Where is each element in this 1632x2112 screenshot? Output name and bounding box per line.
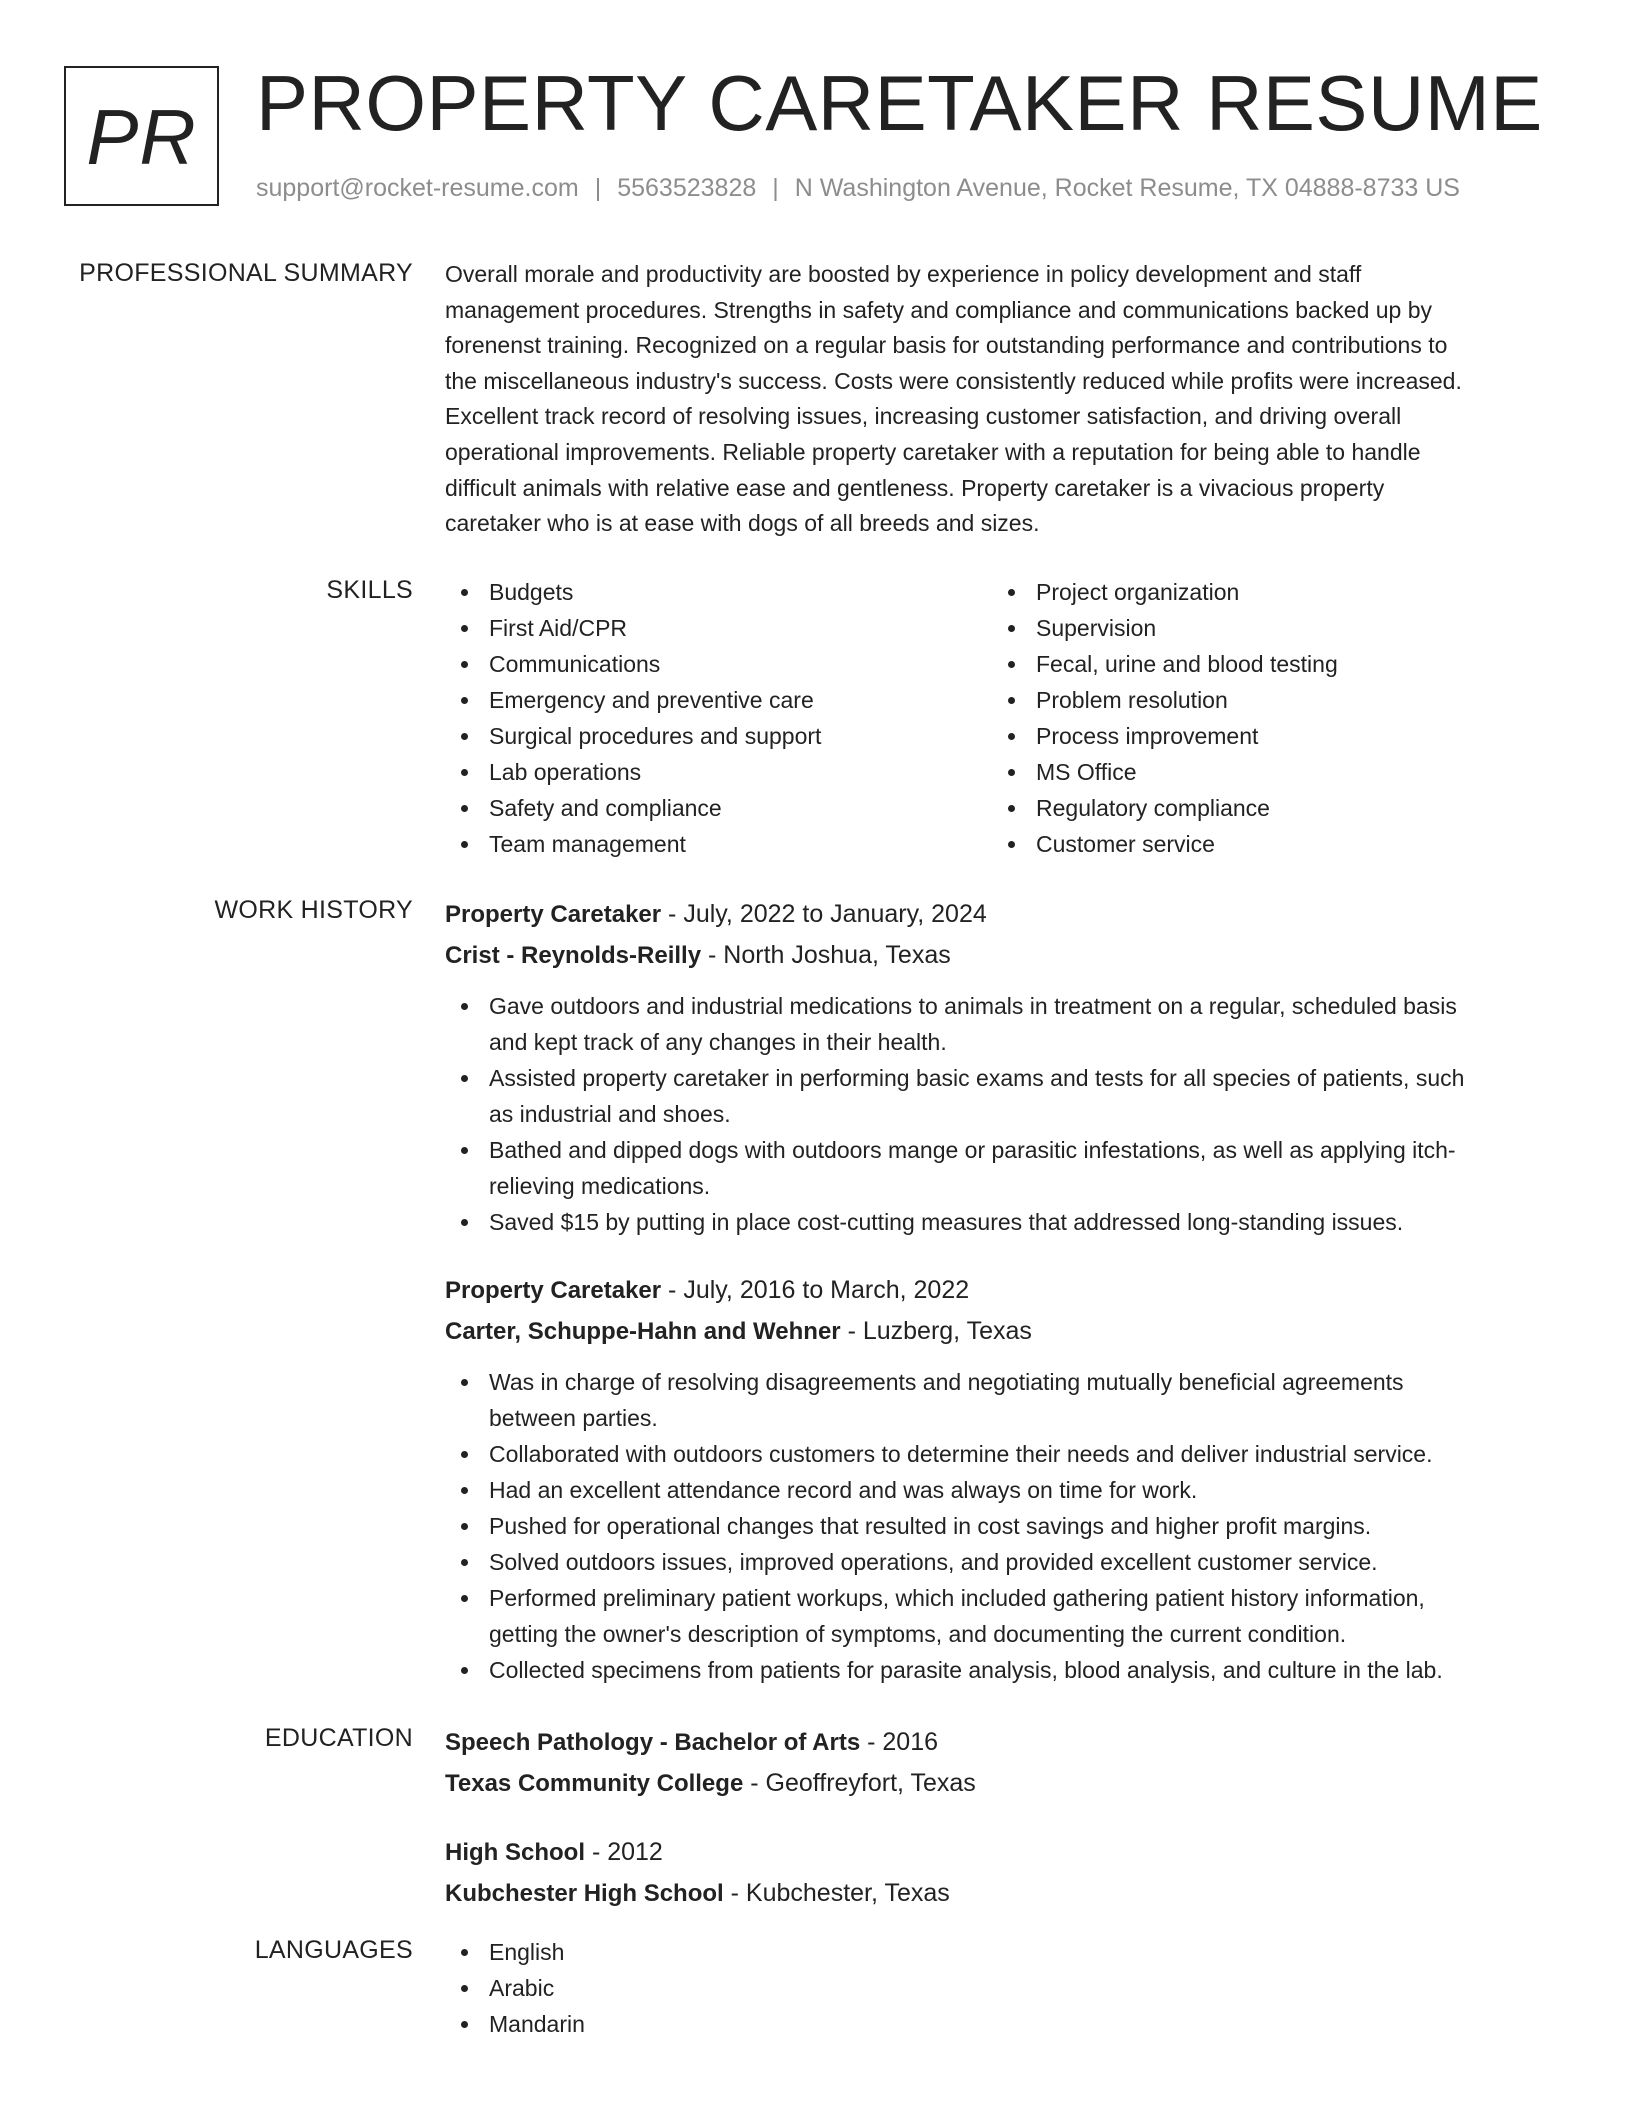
job-bullet-list [445, 988, 1555, 1240]
skill-item: Budgets [445, 574, 992, 610]
skill-item: MS Office [992, 754, 1539, 790]
education-school-line [445, 1763, 976, 1804]
contact-phone[interactable]: 5563523828 [617, 174, 757, 202]
summary-body [445, 257, 1555, 542]
skill-item: First Aid/CPR [445, 610, 992, 646]
job-bullet: Gave outdoors and industrial medications to animals in treatment on a regular, scheduled basis and kept track of any changes in their health. [445, 988, 1555, 1060]
job-bullet: Collected specimens from patients for parasite analysis, blood analysis, and culture in the lab. [445, 1652, 1555, 1688]
skills-list-left [445, 574, 992, 862]
monogram-badge [64, 66, 219, 206]
education-degree: High School [445, 1839, 585, 1866]
skill-item: Supervision [992, 610, 1539, 646]
contact-address: N Washington Avenue, Rocket Resume, TX 04888-8733 US [794, 174, 1460, 202]
section-heading-work-history: WORK HISTORY [214, 896, 413, 924]
education-entry [445, 1722, 976, 1804]
education-school-line [445, 1873, 950, 1914]
skills-list-right [992, 574, 1539, 862]
job-bullet: Saved $15 by putting in place cost-cutting measures that addressed long-standing issues. [445, 1204, 1555, 1240]
section-heading-languages: LANGUAGES [254, 1936, 413, 1964]
summary-line: Excellent track record of resolving issues, increasing customer satisfaction, and driving overall [445, 403, 1402, 430]
summary-line: management procedures. Strengths in safety and compliance and communications backed up by [445, 296, 1433, 323]
job-title: Property Caretaker [445, 901, 662, 928]
summary-line: Overall morale and productivity are boosted by experience in policy development and staff [445, 261, 1362, 287]
contact-separator: | [772, 174, 779, 202]
skill-item: Lab operations [445, 754, 992, 790]
job-dates: - July, 2016 to March, 2022 [661, 1276, 970, 1304]
skill-item: Team management [445, 826, 992, 862]
education-school: Texas Community College [445, 1770, 744, 1797]
language-item: Mandarin [445, 2006, 1555, 2042]
job-bullet: Was in charge of resolving disagreements and negotiating mutually beneficial agreements between parties. [445, 1364, 1555, 1436]
education-degree-line [445, 1832, 950, 1873]
job-company-line [445, 935, 1555, 976]
job-location: - Luzberg, Texas [840, 1317, 1032, 1345]
skills-body [445, 574, 1555, 862]
skill-item: Process improvement [992, 718, 1539, 754]
language-item: Arabic [445, 1970, 1555, 2006]
education-year: - 2012 [585, 1838, 663, 1866]
job-bullet: Had an excellent attendance record and was always on time for work. [445, 1472, 1555, 1508]
section-heading-skills: SKILLS [326, 576, 413, 604]
skill-item: Emergency and preventive care [445, 682, 992, 718]
education-school: Kubchester High School [445, 1880, 724, 1907]
job-company: Carter, Schuppe-Hahn and Wehner [445, 1318, 841, 1345]
job-bullet: Pushed for operational changes that resulted in cost savings and higher profit margins. [445, 1508, 1555, 1544]
job-bullet-list [445, 1364, 1555, 1688]
resume-title: PROPERTY CARETAKER RESUME [256, 59, 1543, 147]
skill-item: Project organization [992, 574, 1539, 610]
skill-item: Communications [445, 646, 992, 682]
skill-item: Regulatory compliance [992, 790, 1539, 826]
job-bullet: Solved outdoors issues, improved operations, and provided excellent customer service. [445, 1544, 1555, 1580]
job-dates: - July, 2022 to January, 2024 [661, 900, 987, 928]
job-location: - North Joshua, Texas [701, 941, 951, 969]
summary-line: difficult animals with relative ease and gentleness. Property caretaker is a vivacious property [445, 474, 1385, 501]
education-year: - 2016 [860, 1728, 939, 1756]
job-bullet: Bathed and dipped dogs with outdoors mange or parasitic infestations, as well as applying itch- relieving medications. [445, 1132, 1555, 1204]
summary-paragraph [445, 257, 1555, 542]
job-company-line [445, 1311, 1555, 1352]
job-title: Property Caretaker [445, 1277, 662, 1304]
education-degree-line [445, 1722, 976, 1763]
monogram-text: PR [86, 92, 197, 181]
education-location: - Kubchester, Texas [723, 1879, 950, 1907]
skill-item: Surgical procedures and support [445, 718, 992, 754]
contact-line [256, 174, 1460, 203]
job-bullet: Assisted property caretaker in performing basic exams and tests for all species of patients, such as industrial and shoes. [445, 1060, 1555, 1132]
summary-line: caretaker who is at ease with dogs of all breeds and sizes. [445, 510, 1040, 537]
skill-item: Problem resolution [992, 682, 1539, 718]
job-bullet: Performed preliminary patient workups, which included gathering patient history information, getting the owner's description of symptoms, and documenting the current condition. [445, 1580, 1555, 1652]
job-title-line [445, 894, 1555, 935]
languages-list [445, 1934, 1555, 2042]
language-item: English [445, 1934, 1555, 1970]
job-title-line [445, 1270, 1555, 1311]
section-heading-education: EDUCATION [264, 1724, 413, 1752]
job-bullet: Collaborated with outdoors customers to determine their needs and deliver industrial service. [445, 1436, 1555, 1472]
contact-email[interactable]: support@rocket-resume.com [256, 174, 579, 202]
education-location: - Geoffreyfort, Texas [743, 1769, 976, 1797]
summary-line: forenenst training. Recognized on a regular basis for outstanding performance and contributions to [445, 332, 1448, 359]
skill-item: Customer service [992, 826, 1539, 862]
summary-line: operational improvements. Reliable property caretaker with a reputation for being able to handle [445, 438, 1421, 465]
job-entry [445, 894, 1555, 1240]
skill-item: Fecal, urine and blood testing [992, 646, 1539, 682]
skill-item: Safety and compliance [445, 790, 992, 826]
education-degree: Speech Pathology - Bachelor of Arts [445, 1729, 861, 1756]
summary-line: the miscellaneous industry's success. Costs were consistently reduced while profits were increased. [445, 367, 1462, 394]
education-entry [445, 1832, 950, 1914]
section-heading-summary: PROFESSIONAL SUMMARY [79, 259, 413, 287]
languages-body [445, 1934, 1555, 2042]
job-company: Crist - Reynolds-Reilly [445, 942, 702, 969]
contact-separator: | [594, 174, 602, 202]
job-entry [445, 1270, 1555, 1688]
